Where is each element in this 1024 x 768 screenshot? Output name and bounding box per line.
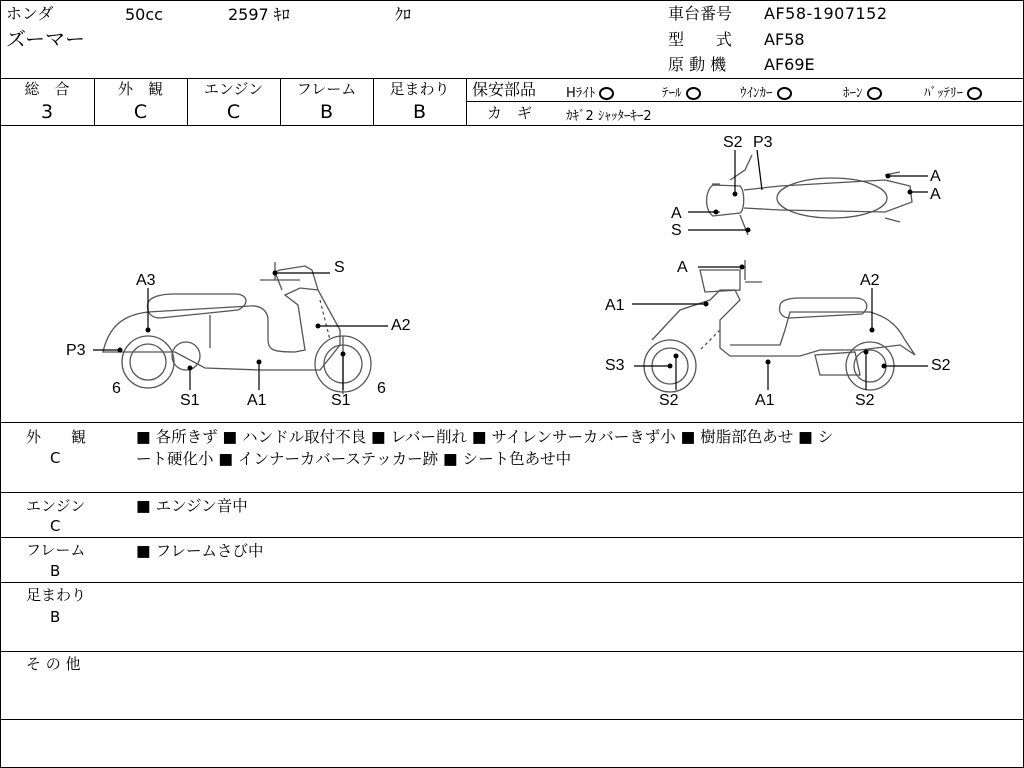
damage-label: 6 <box>377 380 386 397</box>
damage-label: A2 <box>391 317 411 334</box>
note-text-exterior-line1: ■ 各所きず ■ ハンドル取付不良 ■ レバー削れ ■ サイレンサーカバーきず小 ■ 樹脂部色あせ ■ シ <box>136 428 834 446</box>
grade-value-suspension: B <box>412 101 427 123</box>
damage-label: A1 <box>605 297 625 314</box>
maker-name: ホンダ <box>6 4 54 23</box>
grade-label-overall: 総 合 <box>24 80 70 98</box>
scooter-top-view <box>707 155 912 235</box>
mileage: 2597 ｷﾛ <box>228 5 290 24</box>
damage-label: S1 <box>331 392 351 409</box>
damage-label: S2 <box>659 392 679 409</box>
damage-label: S3 <box>605 357 625 374</box>
grade-value-engine: C <box>226 101 241 123</box>
key-label: カ ギ <box>487 104 533 122</box>
safety-label: 保安部品 <box>472 80 537 99</box>
note-grade-suspension: B <box>50 608 61 626</box>
safety-item-horn: ﾎｰﾝ <box>843 82 882 101</box>
grade-value-exterior: C <box>133 101 148 123</box>
engine-value: AF69E <box>764 55 815 74</box>
frame-no: AF58-1907152 <box>764 4 888 23</box>
safety-item-headlight: Hﾗｲﾄ <box>566 82 614 101</box>
frame-no-label: 車台番号 <box>668 4 733 23</box>
grade-label-exterior: 外 観 <box>117 80 163 98</box>
color: ｸﾛ <box>395 5 412 24</box>
damage-label: S2 <box>931 357 951 374</box>
model-name: ズーマー <box>6 27 85 51</box>
damage-label: P3 <box>66 342 86 359</box>
type-label: 型 式 <box>668 30 733 49</box>
note-label-engine: エンジン <box>26 497 86 515</box>
damage-label: S <box>334 259 345 276</box>
grade-value-frame: B <box>319 101 334 123</box>
damage-label: 6 <box>112 380 121 397</box>
damage-label: A <box>930 168 941 185</box>
note-label-frame: フレーム <box>26 541 86 559</box>
damage-label: P3 <box>753 134 773 151</box>
grade-value-overall: 3 <box>40 101 54 123</box>
note-grade-engine: C <box>50 517 61 535</box>
note-text-exterior-line2: ート硬化小 ■ インナーカバーステッカー跡 ■ シート色あせ中 <box>136 450 572 468</box>
note-label-other: そ の 他 <box>26 655 81 673</box>
grade-label-engine: エンジン <box>203 80 264 98</box>
safety-item-winker: ｳｲﾝｶｰ <box>740 82 792 101</box>
note-label-exterior: 外 観 <box>26 428 87 446</box>
engine-label: 原 動 機 <box>668 55 727 74</box>
damage-label: A2 <box>860 272 880 289</box>
displacement: 50cc <box>125 5 163 24</box>
note-text-engine: ■ エンジン音中 <box>136 497 248 515</box>
damage-label: A <box>671 205 682 222</box>
damage-label: S1 <box>180 392 200 409</box>
damage-label: A3 <box>136 272 156 289</box>
damage-label: S2 <box>855 392 875 409</box>
grade-label-suspension: 足まわり <box>389 80 450 98</box>
note-text-frame: ■ フレームさび中 <box>136 542 264 560</box>
damage-label: A1 <box>755 392 775 409</box>
note-grade-exterior: C <box>50 449 61 467</box>
safety-item-tail: ﾃｰﾙ <box>662 82 701 101</box>
damage-label: S <box>671 222 682 239</box>
damage-label: S2 <box>723 134 743 151</box>
damage-label: A1 <box>247 392 267 409</box>
note-label-suspension: 足まわり <box>26 586 87 604</box>
safety-item-battery: ﾊﾞｯﾃﾘｰ <box>924 82 982 101</box>
damage-label: A <box>677 259 688 276</box>
key-value: ｶｷﾞ2 ｼｬｯﾀｰｷｰ2 <box>566 109 652 124</box>
type-value: AF58 <box>764 30 805 49</box>
grade-label-frame: フレーム <box>296 80 357 98</box>
damage-label: A <box>930 186 941 203</box>
note-grade-frame: B <box>50 562 61 580</box>
